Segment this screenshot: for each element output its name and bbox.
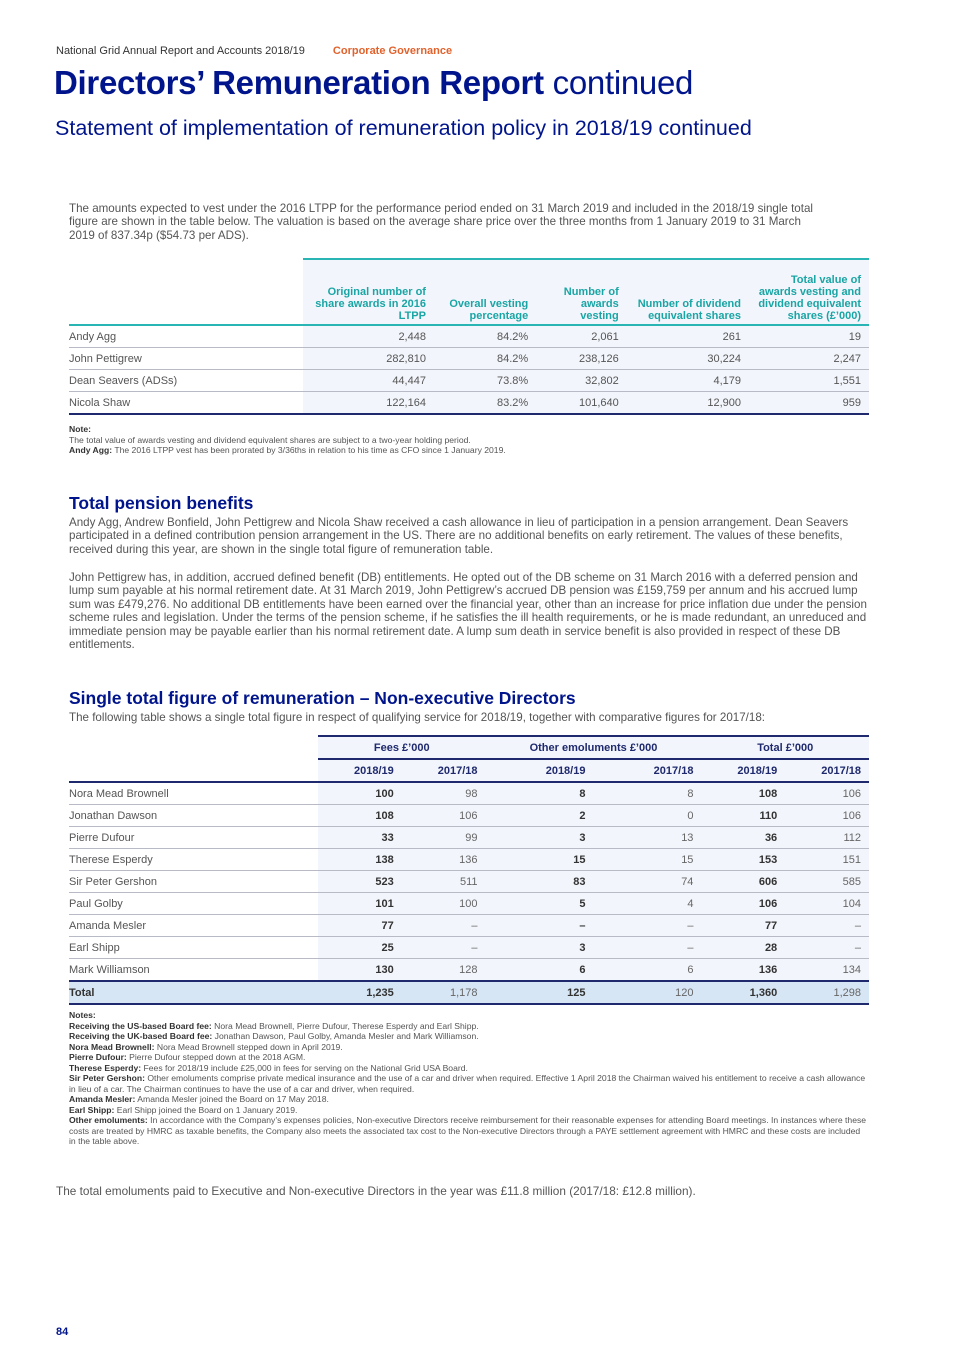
note-text: Other emoluments comprise private medical insurance and the use of a car and driver when required. Effective 1 April 2018 the Chairman waived his entitlement to receive a cash allowance in lieu of a car. The Chairman continues to have the use of a car and driver, when required.: [69, 1073, 866, 1094]
cell: 1,298: [785, 981, 869, 1004]
page-title: [54, 64, 693, 102]
cell: 108: [701, 782, 785, 805]
blank-header-cell: [69, 759, 318, 782]
cell: 130: [318, 959, 402, 982]
pension-paragraph-1: Andy Agg, Andrew Bonfield, John Pettigrew and Nicola Shaw received a cash allowance in lieu of participation in a pension arrangement. Dean Seavers participated in a defined contribution pension arrangement in the US. There are no additional benefits on early retirement. The values of these benefits, received during this year, are shown in the single total figure of remuneration table.: [69, 516, 849, 556]
cell: 138: [318, 849, 402, 871]
table-row: [69, 915, 869, 937]
cell: 4: [593, 893, 701, 915]
cell: 136: [402, 849, 486, 871]
cell: 15: [593, 849, 701, 871]
note-label: Andy Agg:: [69, 445, 113, 455]
col-header: Original number of share awards in 2016 LTPP: [303, 259, 434, 325]
note-text: Nora Mead Brownell stepped down in April 2019.: [154, 1041, 343, 1052]
total-row: [69, 981, 869, 1004]
year-header: 2018/19: [486, 759, 594, 782]
cell: 151: [785, 849, 869, 871]
cell: 2,247: [749, 348, 869, 370]
cell: 100: [318, 782, 402, 805]
cell: 25: [318, 937, 402, 959]
table-row: [69, 849, 869, 871]
cell: 2: [486, 805, 594, 827]
cell: –: [785, 937, 869, 959]
notes-label: Notes:: [69, 1010, 96, 1020]
cell: 606: [701, 871, 785, 893]
cell: 153: [701, 849, 785, 871]
cell: 106: [785, 805, 869, 827]
group-header-fees: Fees £’000: [318, 736, 486, 759]
page-title-main: Directors’ Remuneration Report: [54, 64, 544, 101]
director-name: Dean Seavers (ADSs): [69, 370, 303, 392]
cell: 106: [701, 893, 785, 915]
director-name: Amanda Mesler: [69, 915, 318, 937]
cell: 136: [701, 959, 785, 982]
cell: 44,447: [303, 370, 434, 392]
note-label: Sir Peter Gershon:: [69, 1073, 145, 1083]
note-text: The total value of awards vesting and dividend equivalent shares are subject to a two-year holding period.: [69, 434, 471, 445]
cell: 125: [486, 981, 594, 1004]
cell: –: [486, 915, 594, 937]
cell: –: [402, 915, 486, 937]
director-name: Nora Mead Brownell: [69, 782, 318, 805]
page-number: 84: [56, 1326, 69, 1338]
cell: 4,179: [627, 370, 749, 392]
cell: 110: [701, 805, 785, 827]
table-row: [69, 937, 869, 959]
cell: –: [402, 937, 486, 959]
cell: 108: [318, 805, 402, 827]
year-header: 2018/19: [318, 759, 402, 782]
note-text: In accordance with the Company’s expenses policies, Non-executive Directors receive reimbursement for their reasonable expenses for attending Board meetings. In instances where these costs are treated by HMRC as taxable benefits, the Company also meets the associated tax cost to the Non-executive Directors through a PAYE settlement agreement with HMRC and these costs are included in the table above.: [69, 1115, 867, 1146]
director-name: Andy Agg: [69, 325, 303, 348]
cell: 3: [486, 827, 594, 849]
table-row: [69, 959, 869, 982]
table-row: [69, 348, 869, 370]
cell: –: [593, 915, 701, 937]
cell: 101,640: [536, 392, 627, 415]
cell: 112: [785, 827, 869, 849]
cell: 15: [486, 849, 594, 871]
note-label: Other emoluments:: [69, 1115, 148, 1125]
note-label: Note:: [69, 424, 91, 434]
cell: 8: [486, 782, 594, 805]
cell: 238,126: [536, 348, 627, 370]
cell: 120: [593, 981, 701, 1004]
note-item: [69, 1052, 869, 1063]
cell: –: [593, 937, 701, 959]
note-item: [69, 1063, 869, 1074]
director-name: Therese Esperdy: [69, 849, 318, 871]
year-header: 2017/18: [593, 759, 701, 782]
cell: 104: [785, 893, 869, 915]
page-subtitle: Statement of implementation of remuneration policy in 2018/19 continued: [55, 116, 752, 140]
note-label: Therese Esperdy:: [69, 1062, 142, 1073]
ltpp-intro: The amounts expected to vest under the 2016 LTPP for the performance period ended on 31 March 2019 and included in the 2018/19 single total figure are shown in the table below. The valuation is based on the average share price over the three months from 1 January 2019 to 31 March 2019 of 837.34p ($54.73 per ADS).: [69, 202, 814, 242]
cell: 28: [701, 937, 785, 959]
note-label: Pierre Dufour:: [69, 1052, 127, 1062]
cell: 98: [402, 782, 486, 805]
note-text: Pierre Dufour stepped down at the 2018 AGM.: [126, 1052, 306, 1062]
cell: 2,448: [303, 325, 434, 348]
cell: 585: [785, 871, 869, 893]
year-header: 2017/18: [402, 759, 486, 782]
cell: 101: [318, 893, 402, 915]
blank-header-cell: [69, 259, 303, 325]
cell: 13: [593, 827, 701, 849]
page-title-continued: continued: [543, 64, 694, 101]
cell: 5: [486, 893, 594, 915]
table-row: [69, 893, 869, 915]
cell: 100: [402, 893, 486, 915]
cell: 36: [701, 827, 785, 849]
col-header: Total value of awards vesting and dividend equivalent shares (£’000): [749, 259, 869, 325]
pension-paragraph-2: John Pettigrew has, in addition, accrued defined benefit (DB) entitlements. He opted out of the DB scheme on 31 March 2016 with a deferred pension and lump sum payable at his normal retirement date. At 31 March 2019, John Pettigrew’s accrued DB pension was £159,759 per annum and his accrued lump sum was £479,276. No additional DB entitlements have been earned over the financial year, other than an increase for price inflation due under the pension scheme rules and legislation. Under the terms of the pension scheme, if he satisfies the ill health requirements, or he is made redundant, an unreduced and immediate pension may be payable earlier than his normal retirement date. A lump sum death in service benefit is also provided in respect of these DB entitlements.: [69, 571, 867, 652]
note-label: Nora Mead Brownell:: [69, 1041, 155, 1052]
note-text: Jonathan Dawson, Paul Golby, Amanda Mesler and Mark Williamson.: [212, 1031, 479, 1041]
director-name: Pierre Dufour: [69, 827, 318, 849]
group-header-other: Other emoluments £’000: [486, 736, 702, 759]
pension-heading: Total pension benefits: [69, 493, 254, 513]
col-header: Number of dividend equivalent shares: [627, 259, 749, 325]
publication-title: National Grid Annual Report and Accounts 2018/19: [56, 45, 305, 57]
cell: 282,810: [303, 348, 434, 370]
cell: 511: [402, 871, 486, 893]
year-header: 2017/18: [785, 759, 869, 782]
director-name: Paul Golby: [69, 893, 318, 915]
cell: 3: [486, 937, 594, 959]
director-name: Jonathan Dawson: [69, 805, 318, 827]
note-item: [69, 1042, 869, 1053]
cell: 6: [593, 959, 701, 982]
cell: 77: [701, 915, 785, 937]
cell: 74: [593, 871, 701, 893]
cell: 261: [627, 325, 749, 348]
ned-remuneration-table: [69, 735, 869, 1005]
table-row: [69, 782, 869, 805]
closing-statement: The total emoluments paid to Executive and Non-executive Directors in the year was £11.8 million (2017/18: £12.8 million).: [56, 1184, 696, 1198]
director-name: Mark Williamson: [69, 959, 318, 982]
cell: 12,900: [627, 392, 749, 415]
table-row: [69, 871, 869, 893]
table-row: [69, 370, 869, 392]
note-item: [69, 1031, 869, 1042]
cell: 128: [402, 959, 486, 982]
year-header: 2018/19: [701, 759, 785, 782]
note-label: Receiving the UK-based Board fee:: [69, 1031, 213, 1041]
blank-header-cell: [69, 736, 318, 759]
col-header: Overall vesting percentage: [434, 259, 536, 325]
note-text: Fees for 2018/19 include £25,000 in fees for serving on the National Grid USA Board.: [141, 1062, 468, 1073]
cell: 83.2%: [434, 392, 536, 415]
director-name: John Pettigrew: [69, 348, 303, 370]
table-row: [69, 805, 869, 827]
director-name: Earl Shipp: [69, 937, 318, 959]
cell: 99: [402, 827, 486, 849]
running-header: [56, 45, 452, 57]
table-row: [69, 392, 869, 415]
cell: 83: [486, 871, 594, 893]
note-item: [69, 1115, 869, 1147]
cell: 32,802: [536, 370, 627, 392]
section-label: Corporate Governance: [332, 45, 453, 57]
cell: 0: [593, 805, 701, 827]
cell: 959: [749, 392, 869, 415]
note-item: [69, 1021, 869, 1032]
cell: 84.2%: [434, 325, 536, 348]
cell: 1,235: [318, 981, 402, 1004]
total-label: Total: [69, 981, 318, 1004]
note-item: [69, 1105, 869, 1116]
note-item: [69, 1094, 869, 1105]
cell: 73.8%: [434, 370, 536, 392]
cell: 106: [785, 782, 869, 805]
note-text: Nora Mead Brownell, Pierre Dufour, Therese Esperdy and Earl Shipp.: [211, 1020, 479, 1031]
col-header: Number of awards vesting: [536, 259, 627, 325]
ned-heading: Single total figure of remuneration – Non-executive Directors: [69, 688, 576, 708]
group-header-total: Total £’000: [701, 736, 869, 759]
cell: 6: [486, 959, 594, 982]
note-text: Amanda Mesler joined the Board on 17 May 2018.: [135, 1094, 329, 1104]
cell: 106: [402, 805, 486, 827]
cell: 122,164: [303, 392, 434, 415]
cell: 33: [318, 827, 402, 849]
note-label: Amanda Mesler:: [69, 1094, 136, 1104]
cell: 2,061: [536, 325, 627, 348]
cell: 1,360: [701, 981, 785, 1004]
note-label: Earl Shipp:: [69, 1104, 115, 1115]
director-name: Nicola Shaw: [69, 392, 303, 415]
ltpp-vesting-table: [69, 258, 869, 415]
note-text: Earl Shipp joined the Board on 1 January 2019.: [114, 1104, 298, 1115]
note-label: Receiving the US-based Board fee:: [69, 1020, 212, 1031]
ned-intro: The following table shows a single total figure in respect of qualifying service for 2018/19, together with comparative figures for 2017/18:: [69, 711, 766, 724]
cell: 30,224: [627, 348, 749, 370]
cell: 19: [749, 325, 869, 348]
cell: 134: [785, 959, 869, 982]
note-text: The 2016 LTPP vest has been prorated by 3/36ths in relation to his time as CFO since 1 January 2019.: [112, 445, 506, 455]
ltpp-note: [69, 424, 869, 456]
table-row: [69, 325, 869, 348]
cell: 1,178: [402, 981, 486, 1004]
cell: 8: [593, 782, 701, 805]
table-row: [69, 827, 869, 849]
cell: 77: [318, 915, 402, 937]
cell: 523: [318, 871, 402, 893]
cell: –: [785, 915, 869, 937]
director-name: Sir Peter Gershon: [69, 871, 318, 893]
cell: 84.2%: [434, 348, 536, 370]
note-item: [69, 1073, 869, 1094]
cell: 1,551: [749, 370, 869, 392]
ned-notes: [69, 1010, 869, 1147]
